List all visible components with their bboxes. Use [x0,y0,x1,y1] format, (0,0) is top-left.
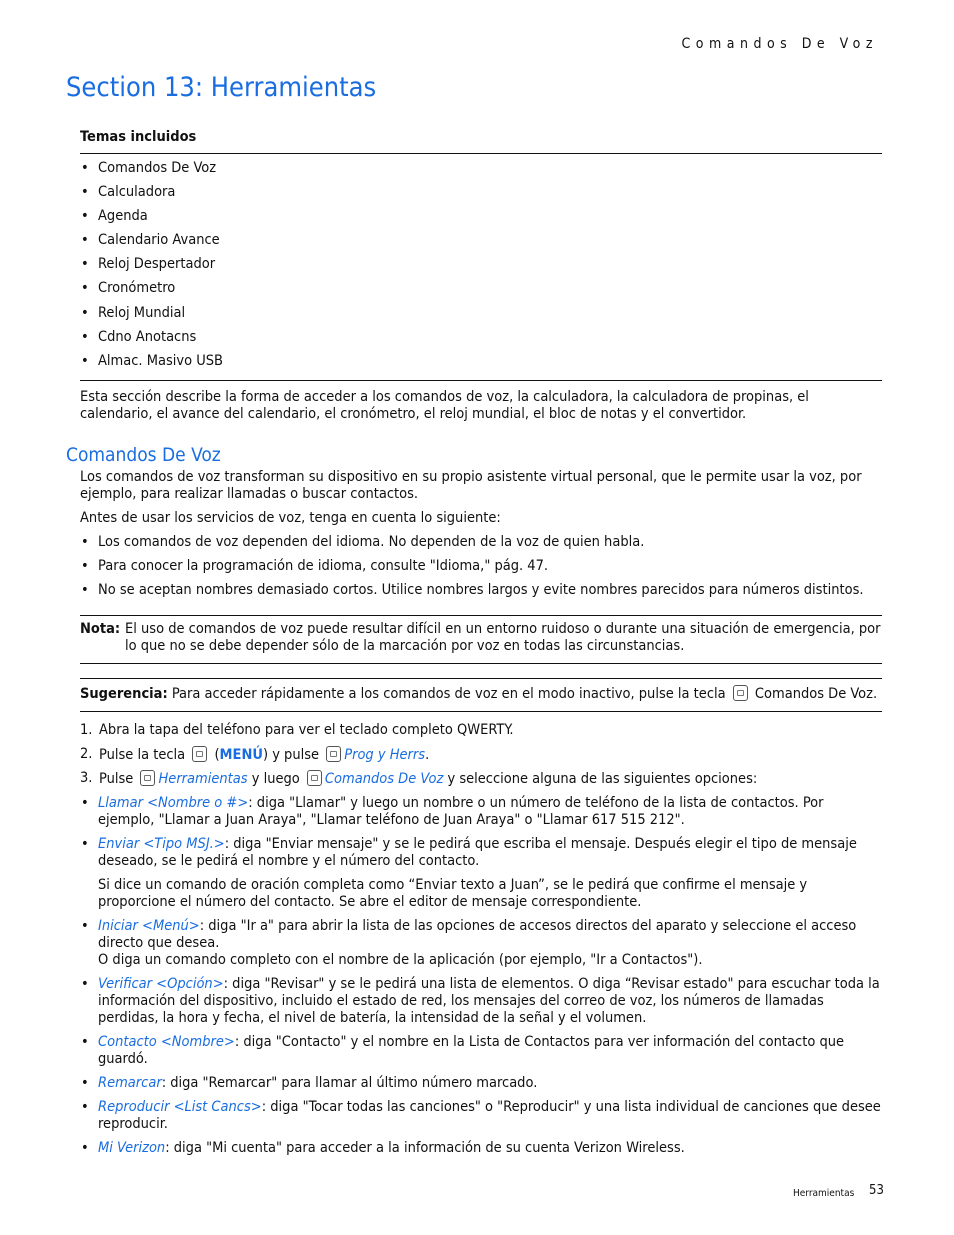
step-number: 2. [80,746,93,762]
r-key-icon [307,770,322,786]
voice-paragraph-1: Los comandos de voz transforman su dispositivo en su propio asistente virtual personal, que le permite usar la voz, por ejemplo, para realizar llamadas o buscar contactos. [80,469,862,502]
step-2 [80,746,882,770]
option-text: : diga "Tocar todas las canciones" o "Reproducir" y una lista individual de canciones que desee reproducir. [98,1099,881,1132]
topics-list [80,154,882,380]
page-number: 53 [869,1183,884,1198]
list-item: • Cdno Anotacns [80,325,882,349]
option-link[interactable]: Iniciar <Menú> [98,918,200,934]
settings-link[interactable]: Prog y Herrs [344,747,426,763]
option-link[interactable]: Contacto <Nombre> [98,1034,235,1050]
step-text: Abra la tapa del teléfono para ver el teclado completo QWERTY. [99,722,514,738]
step-text: y seleccione alguna de las siguientes opciones: [443,771,758,787]
option-text: : diga "Mi cuenta" para acceder a la información de su cuenta Verizon Wireless. [165,1140,685,1156]
step-text: Pulse la tecla [99,747,190,763]
option-link[interactable]: Remarcar [98,1075,162,1091]
options-list [80,795,882,1164]
list-item: • Calendario Avance [80,228,882,252]
step-1 [80,722,882,746]
voice-command-key-icon [733,685,748,701]
step-text: y luego [247,771,304,787]
list-item: • Los comandos de voz dependen del idioma. No dependen de la voz de quien habla. [80,534,882,558]
requirements-list [80,534,882,606]
step-text: Pulse [99,771,138,787]
list-item: • No se aceptan nombres demasiado cortos. Utilice nombres largos y evite nombres parecidos para números distintos. [80,582,882,606]
tools-link[interactable]: Herramientas [158,771,248,787]
option-text: : diga "Contacto" y el nombre en la Lista de Contactos para ver información del contacto que guardó. [98,1034,845,1067]
divider [80,711,882,712]
option-item [80,1075,882,1092]
section-title: Section 13: Herramientas [66,72,377,103]
step-number: 1. [80,722,93,738]
tip-body [80,679,882,711]
divider [80,380,882,381]
option-text: : diga "Enviar mensaje" y se le pedirá que escriba el mensaje. Después elegir el tipo de mensaje deseado, se le pedirá el nombre y el número del contacto. [98,836,857,869]
n-key-icon [326,746,341,762]
option-text: : diga "Llamar" y luego un nombre o un número de teléfono de la lista de contactos. Por ejemplo, "Llamar a Juan Araya", "Llamar teléfono de Juan Araya" o "Llamar 617 515 212". [98,795,824,828]
note-label: Nota: [80,621,121,637]
option-link[interactable]: Enviar <Tipo MSJ.> [98,836,225,852]
option-item [80,795,882,829]
step-3 [80,770,882,794]
list-item: • Agenda [80,204,882,228]
option-link[interactable]: Verificar <Opción> [98,976,224,992]
list-item: • Para conocer la programación de idioma, consulte "Idioma," pág. 47. [80,558,882,582]
option-extra-text: Si dice un comando de oración completa como “Enviar texto a Juan”, se le pedirá que confirme el mensaje y proporcione el número del contacto. Se abre el editor de mensaje correspondiente. [98,877,808,910]
option-link[interactable]: Llamar <Nombre o #> [98,795,249,811]
note-box [80,615,882,664]
topics-box [80,127,882,381]
t-key-icon [140,770,155,786]
tip-label: Sugerencia: [80,686,168,702]
ok-key-icon [192,746,207,762]
option-item [80,1034,882,1068]
tip-text-end: Comandos De Voz. [750,686,878,702]
option-item [80,1099,882,1133]
step-text: . [425,747,430,763]
voice-paragraph-2: Antes de usar los servicios de voz, tenga en cuenta lo siguiente: [80,510,501,526]
note-body [80,616,882,663]
option-text: : diga "Revisar" y se le pedirá una lista de elementos. O diga “Revisar estado" para escuchar toda la información del dispositivo, incluido el estado de red, los mensajes del correo de voz, los números de llamadas perdidas, la hora y fecha, el nivel de batería, la intensidad de la señal y el volumen. [98,976,880,1026]
option-text: : diga "Remarcar" para llamar al último número marcado. [161,1075,538,1091]
step-text: ) y pulse [262,747,324,763]
option-item [80,918,882,969]
option-extra-text: O diga un comando completo con el nombre de la aplicación (por ejemplo, "Ir a Contactos"). [98,952,703,968]
option-item [80,1140,882,1157]
note-text: El uso de comandos de voz puede resultar difícil en un entorno ruidoso o durante una situación de emergencia, por lo que no se debe depender sólo de la marcación por voz en todas las circunstancias. [125,621,881,654]
steps-list [80,722,882,794]
footer-section-label: Herramientas [793,1188,855,1199]
topics-heading: Temas incluidos [80,129,197,145]
option-text: : diga "Ir a" para abrir la lista de las opciones de accesos directos del aparato y seleccione el acceso directo que desea. [98,918,857,951]
list-item: • Calculadora [80,180,882,204]
step-text: ( [210,747,220,763]
voice-commands-link[interactable]: Comandos De Voz [324,771,444,787]
option-item [80,976,882,1027]
option-link[interactable]: Mi Verizon [98,1140,166,1156]
tip-text: Para acceder rápidamente a los comandos de voz en el modo inactivo, pulse la tecla [167,686,730,702]
divider [80,663,882,664]
list-item: • Reloj Despertador [80,252,882,276]
option-item [80,836,882,911]
step-number: 3. [80,770,93,786]
menu-label: MENÚ [219,747,263,763]
tip-box [80,678,882,712]
subsection-title: Comandos De Voz [66,444,221,466]
list-item: • Comandos De Voz [80,156,882,180]
list-item: • Reloj Mundial [80,301,882,325]
list-item: • Almac. Masivo USB [80,349,882,373]
list-item: • Cronómetro [80,276,882,300]
running-header: Comandos De Voz [681,36,878,52]
intro-paragraph: Esta sección describe la forma de acceder a los comandos de voz, la calculadora, la calculadora de propinas, el calendario, el avance del calendario, el cronómetro, el reloj mundial, el bloc de notas y el convertidor. [80,389,809,422]
option-link[interactable]: Reproducir <List Cancs> [98,1099,262,1115]
